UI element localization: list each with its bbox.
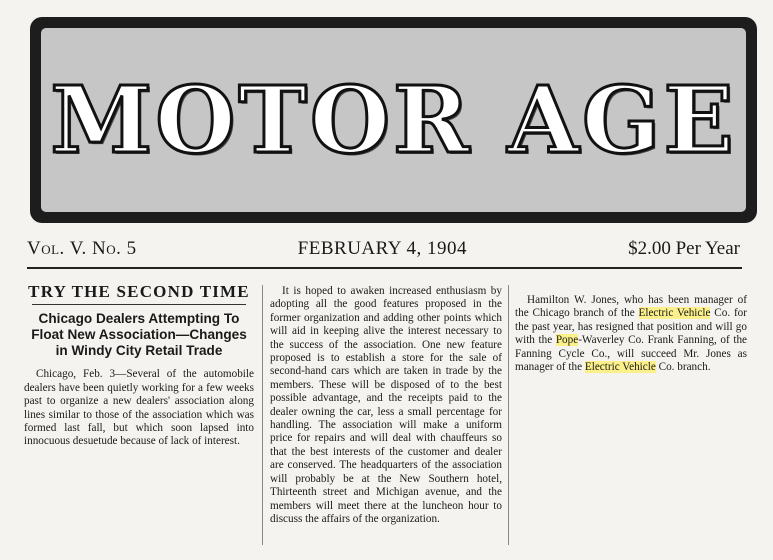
masthead-rule <box>27 267 742 269</box>
masthead-frame <box>30 17 757 223</box>
issue-price: $2.00 Per Year <box>628 238 740 259</box>
article-headline: TRY THE SECOND TIME <box>28 282 250 301</box>
highlight-electric-vehicle[interactable]: Electric Vehicle <box>638 307 711 320</box>
news-text: Co. for the past year, has resigned that position and will go with the <box>515 307 747 347</box>
article-column-1 <box>24 282 254 449</box>
issue-line <box>27 238 740 264</box>
article-column-2 <box>270 285 502 526</box>
highlight-pope[interactable]: Pope <box>555 334 579 347</box>
column-divider <box>508 285 509 545</box>
article-subhead: Chicago Dealers Attempting To Float New Association—Changes in Windy City Retail Trade <box>31 311 247 359</box>
news-text: -Waverley Co. Frank Fanning, of the Fanning Cycle Co., will succeed Mr. Jones as manager of the <box>515 334 748 374</box>
article-paragraph-1: Chicago, Feb. 3—Several of the automobile dealers have been quietly working for a few weeks past to organize a new dealers' association along lines similar to those of the association which was formed last fall, but which soon lapsed into innocuous desuetude because of lack of interest. <box>24 368 254 448</box>
article-paragraph-2: It is hoped to awaken increased enthusiasm by adopting all the good features proposed in the former organization and adding other points which will aid in keeping alive the interest necessary to the success of the association. One new feature proposed is to establish a store for the sale of second-hand cars which are taken in trade by the members. These will be disposed of to the best possible advantage, and the receipts paid to the dealer owning the car, less a small percentage for handling. The association will make a uniform price for repairs and will deal with chauffeurs so that the best interests of the customer and dealer are conserved. The headquarters of the association will probably be at the New Southern hotel, Thirteenth street and Michigan avenue, and the members will meet there at the luncheon hour to discuss the affairs of the organization. <box>270 285 502 525</box>
headline-rule <box>32 304 246 305</box>
column-divider <box>262 285 263 545</box>
news-text: Hamilton W. Jones, who has been manager of the Chicago branch of the <box>515 294 747 320</box>
news-text: Co. branch. <box>655 361 711 374</box>
news-item-column-3 <box>515 294 747 374</box>
news-item-paragraph <box>515 294 747 374</box>
highlight-electric-vehicle[interactable]: Electric Vehicle <box>584 361 656 374</box>
masthead-panel <box>41 28 746 212</box>
issue-volume: Vol. V. No. 5 <box>27 238 137 259</box>
masthead-title: MOTOR AGE <box>50 66 737 174</box>
issue-date: FEBRUARY 4, 1904 <box>297 238 468 259</box>
